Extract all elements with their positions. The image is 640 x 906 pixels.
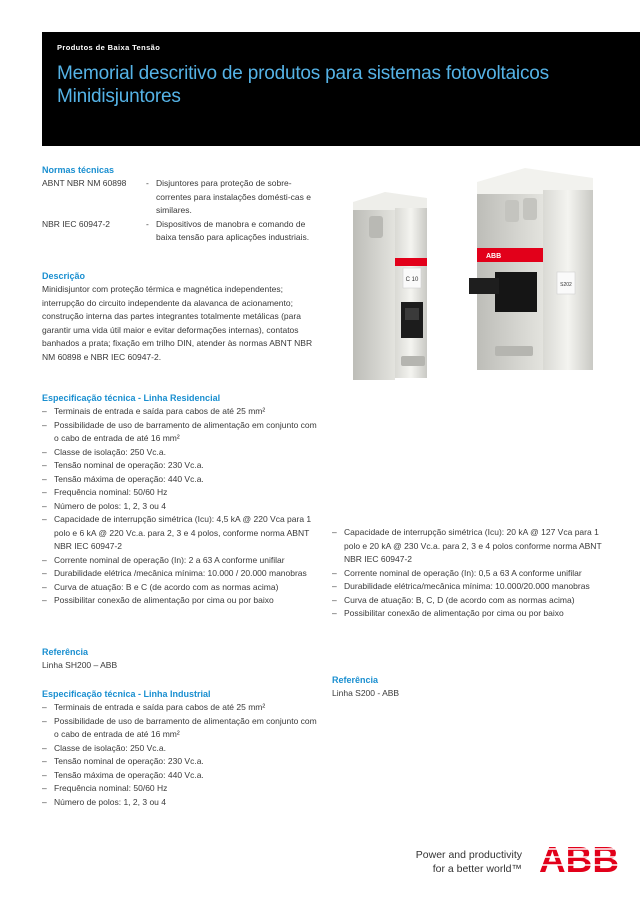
footer-tagline-line2: for a better world™ [432, 863, 522, 875]
list-item: – Durabilidade elétrica/mecânica mínima: 10.000/20.000 manobras [332, 580, 614, 594]
descricao-text: Minidisjuntor com proteção térmica e magnética independentes; interrupção do circuito independente da alavanca de acionamento; construção interna das partes integrantes totalmente metálicas (para garantir uma vida útil maior e evitar deformações internas), contatos banhados a prata; fixação em trilho DIN, atender às normas ABNT NBR NM 60898 e NBR IEC 60947-2. [42, 284, 313, 362]
header-kicker: Produtos de Baixa Tensão [57, 43, 161, 52]
list-item: – Corrente nominal de operação (In): 2 a 63 A conforme unifilar [42, 554, 320, 568]
breaker-brand-label: ABB [486, 253, 502, 260]
rating-large-label: S202 [560, 282, 572, 288]
list-item: – Tensão nominal de operação: 230 Vc.a. [42, 459, 320, 473]
footer-tagline [362, 848, 522, 876]
list-item: – Capacidade de interrupção simétrica (Icu): 4,5 kA @ 220 Vca para 1 polo e 6 kA @ 220 Vc.a. para 2, 3 e 4 polos, conforme norma ABNT NBR IEC 60947-2 [42, 513, 320, 554]
ref-industrial-section [332, 674, 614, 701]
norma-desc: Dispositivos de manobra e comando de baixa tensão para aplicações industriais. [156, 218, 310, 242]
industrial-list [42, 701, 320, 809]
industrial-cont-section [332, 526, 614, 621]
norma-code: NBR IEC 60947-2 [42, 218, 111, 229]
abb-logo-text: ABB [539, 840, 619, 876]
norma-desc: Disjuntores para proteção de sobre-correntes para instalações domésti-cas e similares. [156, 178, 311, 215]
list-item: – Possibilitar conexão de alimentação por cima ou por baixo [42, 594, 320, 608]
single-pole-breaker [353, 192, 427, 380]
residencial-list [42, 405, 320, 608]
rating-small-label: C 10 [405, 277, 419, 283]
footer-tagline-line1: Power and productivity [415, 849, 522, 861]
list-item: – Possibilidade de uso de barramento de alimentação em conjunto com o cabo de entrada de até 16 mm² [42, 715, 320, 742]
list-item: – Capacidade de interrupção simétrica (Icu): 20 kA @ 127 Vca para 1 polo e 20 kA @ 230 Vc.a. para 2, 3 e 4 polos conforme norma ABNT NBR IEC 60947-2 [332, 526, 614, 567]
industrial-cont-list [332, 526, 614, 621]
descricao-heading: Descrição [42, 271, 86, 281]
list-item: – Frequência nominal: 50/60 Hz [42, 782, 320, 796]
double-pole-breaker [469, 168, 593, 370]
norma-row [42, 177, 320, 218]
list-item: – Frequência nominal: 50/60 Hz [42, 486, 320, 500]
residencial-heading: Especificação técnica - Linha Residencial [42, 393, 221, 403]
list-item: – Tensão máxima de operação: 440 Vc.a. [42, 769, 320, 783]
descricao-section [42, 270, 320, 364]
normas-section [42, 164, 320, 245]
list-item: – Número de polos: 1, 2, 3 ou 4 [42, 500, 320, 514]
ref-residencial-section [42, 646, 320, 673]
list-item: – Classe de isolação: 250 Vc.a. [42, 446, 320, 460]
norma-code: ABNT NBR NM 60898 [42, 178, 127, 188]
page-title [57, 62, 627, 108]
list-item: – Possibilitar conexão de alimentação por cima ou por baixo [332, 607, 614, 621]
list-item: – Corrente nominal de operação (In): 0,5 a 63 A conforme unifilar [332, 567, 614, 581]
norma-dash: - [146, 218, 149, 229]
list-item: – Curva de atuação: B, C, D (de acordo com as normas acima) [332, 594, 614, 608]
ref-residencial-text: Linha SH200 – ABB [42, 660, 118, 670]
list-item: – Tensão máxima de operação: 440 Vc.a. [42, 473, 320, 487]
header-banner [42, 32, 640, 146]
residencial-section [42, 392, 320, 608]
ref-residencial-heading: Referência [42, 647, 89, 657]
ref-industrial-text: Linha S200 - ABB [332, 688, 400, 698]
page-title-line2: Minidisjuntores [57, 86, 181, 107]
normas-heading: Normas técnicas [42, 165, 115, 175]
list-item: – Curva de atuação: B e C (de acordo com as normas acima) [42, 581, 320, 595]
norma-row [42, 218, 320, 245]
list-item: – Durabilidade elétrica /mecânica mínima: 10.000 / 20.000 manobras [42, 567, 320, 581]
page-title-line1: Memorial descritivo de produtos para sistemas fotovoltaicos [57, 63, 549, 84]
list-item: – Classe de isolação: 250 Vc.a. [42, 742, 320, 756]
norma-dash: - [146, 178, 149, 188]
circuit-breakers-image [345, 160, 615, 395]
list-item: – Número de polos: 1, 2, 3 ou 4 [42, 796, 320, 810]
list-item: – Tensão nominal de operação: 230 Vc.a. [42, 755, 320, 769]
industrial-heading: Especificação técnica - Linha Industrial [42, 689, 211, 699]
list-item: – Terminais de entrada e saída para cabos de até 25 mm² [42, 405, 320, 419]
abb-logo [538, 840, 620, 876]
ref-industrial-heading: Referência [332, 675, 379, 685]
list-item: – Terminais de entrada e saída para cabos de até 25 mm² [42, 701, 320, 715]
list-item: – Possibilidade de uso de barramento de alimentação em conjunto com o cabo de entrada de até 16 mm² [42, 419, 320, 446]
industrial-section [42, 688, 320, 809]
